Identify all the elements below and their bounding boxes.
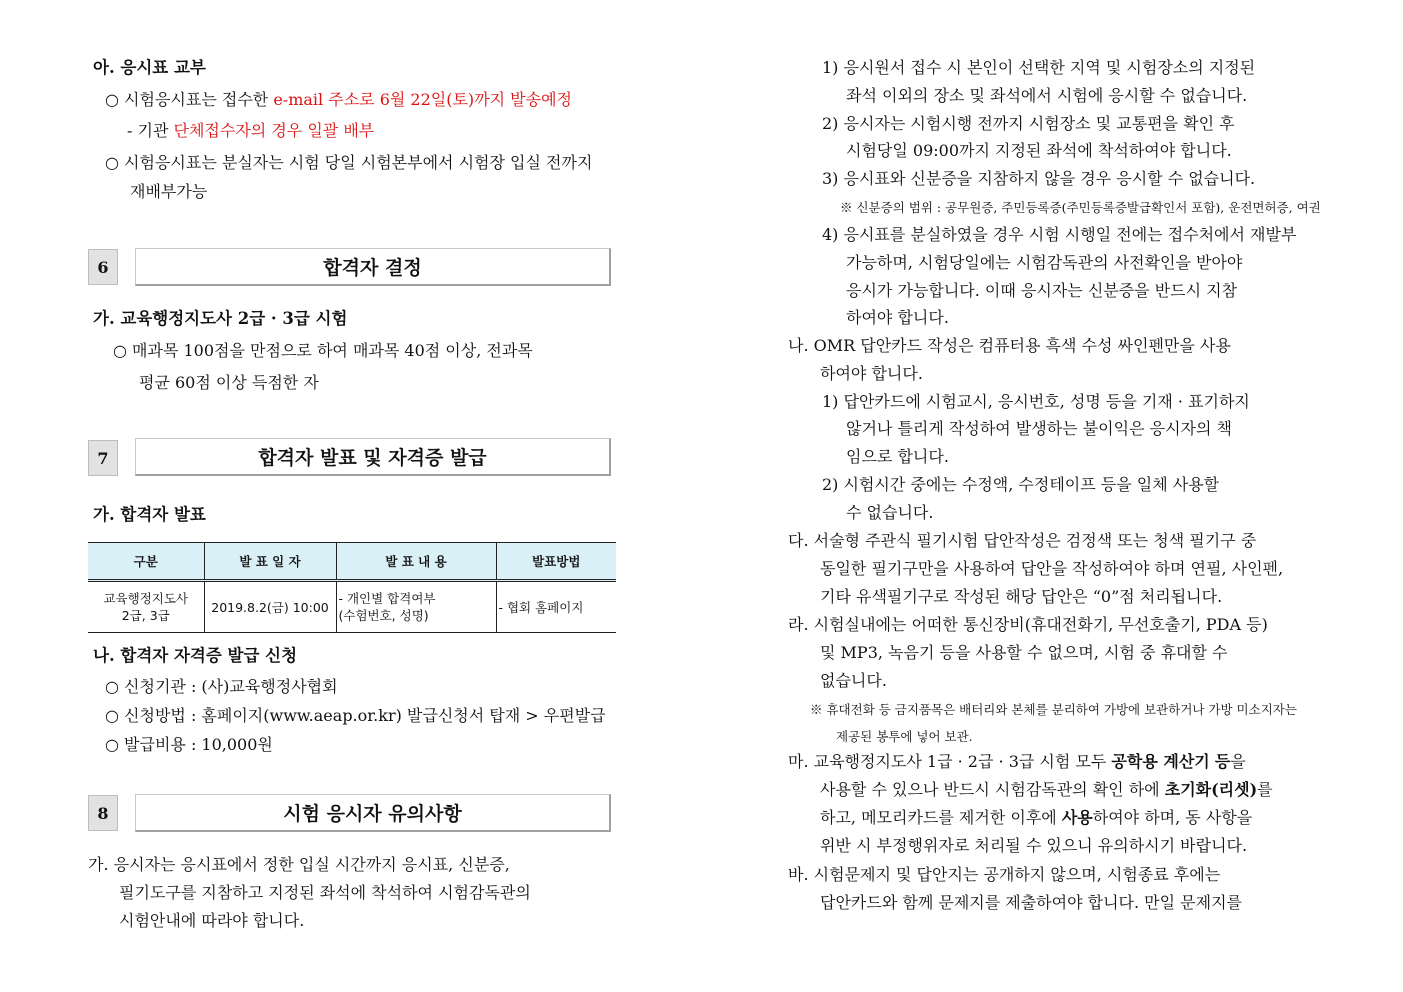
paragraph-line: 않거나 틀리게 작성하여 발생하는 불이익은 응시자의 책 (846, 419, 1233, 438)
paragraph-line: 위반 시 부정행위자로 처리될 수 있으니 유의하시기 바랍니다. (820, 836, 1248, 855)
paragraph-line: 시험안내에 따라야 합니다. (119, 911, 305, 930)
list-item-continuation: 평균 60점 이상 득점한 자 (139, 373, 319, 392)
list-item: ○ 매과목 100점을 만점으로 하여 매과목 40점 이상, 전과목 (113, 341, 533, 360)
paragraph-line: 1) 응시원서 접수 시 본인이 선택한 지역 및 시험장소의 지정된 (822, 58, 1256, 77)
paragraph-line: 필기도구를 지참하고 지정된 좌석에 착석하여 시험감독관의 (119, 883, 531, 902)
section-number-badge: 8 (88, 795, 118, 831)
paragraph-line: 2) 응시자는 시험시행 전까지 시험장소 및 교통편을 확인 후 (822, 114, 1235, 133)
paragraph-line: 답안카드와 함께 문제지를 제출하여야 합니다. 만일 문제지를 (820, 893, 1243, 912)
table-cell: - 개인별 합격여부 (수험번호, 성명) (336, 581, 496, 633)
table-header: 발 표 일 자 (204, 543, 336, 581)
subsection-title: 가. 합격자 발표 (93, 505, 206, 524)
paragraph-line: 2) 시험시간 중에는 수정액, 수정테이프 등을 일체 사용할 (822, 475, 1220, 494)
list-item: ○ 시험응시표는 분실자는 시험 당일 시험본부에서 시험장 입실 전까지 (105, 153, 593, 172)
paragraph-line: 4) 응시표를 분실하였을 경우 시험 시행일 전에는 접수처에서 재발부 (822, 225, 1297, 244)
paragraph-line: 수 없습니다. (846, 503, 934, 522)
note-line: ※ 휴대전화 등 금지품목은 배터리와 본체를 분리하여 가방에 보관하거나 가방 미소지자는 (810, 702, 1297, 717)
table-header: 구분 (88, 543, 204, 581)
paragraph-line: 1) 답안카드에 시험교시, 응시번호, 성명 등을 기재 · 표기하지 (822, 392, 1250, 411)
paragraph-line: 다. 서술형 주관식 필기시험 답안작성은 검정색 또는 청색 필기구 중 (788, 531, 1257, 550)
section-a-title: 아. 응시표 교부 (93, 58, 206, 77)
paragraph-line: 하고, 메모리카드를 제거한 이후에 사용하여야 하며, 동 사항을 (820, 808, 1253, 827)
paragraph-line: 및 MP3, 녹음기 등을 사용할 수 없으며, 시험 중 휴대할 수 (820, 643, 1228, 662)
table-row (88, 581, 616, 633)
announcement-table (88, 542, 616, 633)
paragraph-line: 하여야 합니다. (846, 308, 949, 327)
note-line: ※ 신분증의 범위 : 공무원증, 주민등록증(주민등록증발급확인서 포함), 운전면허증, 여권 (840, 200, 1321, 215)
paragraph-line: 나. OMR 답안카드 작성은 컴퓨터용 흑색 수성 싸인펜만을 사용 (788, 336, 1231, 355)
paragraph-line: 임으로 합니다. (846, 447, 949, 466)
paragraph-line: 기타 유색필기구로 작성된 해당 답안은 “0”점 처리됩니다. (820, 587, 1223, 606)
subsection-title: 가. 교육행정지도사 2급 · 3급 시험 (93, 309, 348, 328)
paragraph-line: 바. 시험문제지 및 답안지는 공개하지 않으며, 시험종료 후에는 (788, 865, 1221, 884)
paragraph-line: 가능하며, 시험당일에는 시험감독관의 사전확인을 받아야 (846, 253, 1243, 272)
paragraph-line: 라. 시험실내에는 어떠한 통신장비(휴대전화기, 무선호출기, PDA 등) (788, 615, 1268, 634)
paragraph-line: 시험당일 09:00까지 지정된 좌석에 착석하여야 합니다. (846, 141, 1232, 160)
section-title: 시험 응시자 유의사항 (135, 794, 611, 832)
table-header-row (88, 543, 616, 581)
paragraph-line: 없습니다. (820, 671, 887, 690)
table-header: 발 표 내 용 (336, 543, 496, 581)
section-number-badge: 6 (88, 249, 118, 285)
section-title: 합격자 결정 (135, 248, 611, 286)
table-header: 발표방법 (496, 543, 616, 581)
paragraph-line: 하여야 합니다. (820, 364, 923, 383)
table-cell: 2019.8.2(금) 10:00 (204, 581, 336, 633)
paragraph-line: 동일한 필기구만을 사용하여 답안을 작성하여야 하며 연필, 사인펜, (820, 559, 1284, 578)
table-cell: - 협회 홈페이지 (496, 581, 616, 633)
list-item-continuation: 재배부가능 (130, 182, 208, 201)
subsection-title: 나. 합격자 자격증 발급 신청 (93, 646, 298, 665)
section-number-badge: 7 (88, 440, 118, 476)
paragraph-line: 마. 교육행정지도사 1급 · 2급 · 3급 시험 모두 공학용 계산기 등을 (788, 752, 1246, 771)
table-cell: 교육행정지도사 2급, 3급 (88, 581, 204, 633)
paragraph-line: 좌석 이외의 장소 및 좌석에서 시험에 응시할 수 없습니다. (846, 86, 1248, 105)
paragraph-line: 3) 응시표와 신분증을 지참하지 않을 경우 응시할 수 없습니다. (822, 169, 1256, 188)
list-item: ○ 발급비용 : 10,000원 (105, 735, 273, 754)
list-item: ○ 신청기관 : (사)교육행정사협회 (105, 677, 338, 696)
paragraph-line: 가. 응시자는 응시표에서 정한 입실 시간까지 응시표, 신분증, (88, 855, 510, 874)
list-item: ○ 신청방법 : 홈페이지(www.aeap.or.kr) 발급신청서 탑재 > 우편발급 (105, 706, 606, 725)
section-title: 합격자 발표 및 자격증 발급 (135, 438, 611, 476)
list-item: ○ 시험응시표는 접수한 e-mail 주소로 6월 22일(토)까지 발송예정 (105, 90, 572, 109)
paragraph-line: 응시가 가능합니다. 이때 응시자는 신분증을 반드시 지참 (846, 281, 1238, 300)
list-item: - 기관 단체접수자의 경우 일괄 배부 (127, 121, 375, 140)
note-line: 제공된 봉투에 넣어 보관. (836, 729, 973, 744)
paragraph-line: 사용할 수 있으나 반드시 시험감독관의 확인 하에 초기화(리셋)를 (820, 780, 1273, 799)
